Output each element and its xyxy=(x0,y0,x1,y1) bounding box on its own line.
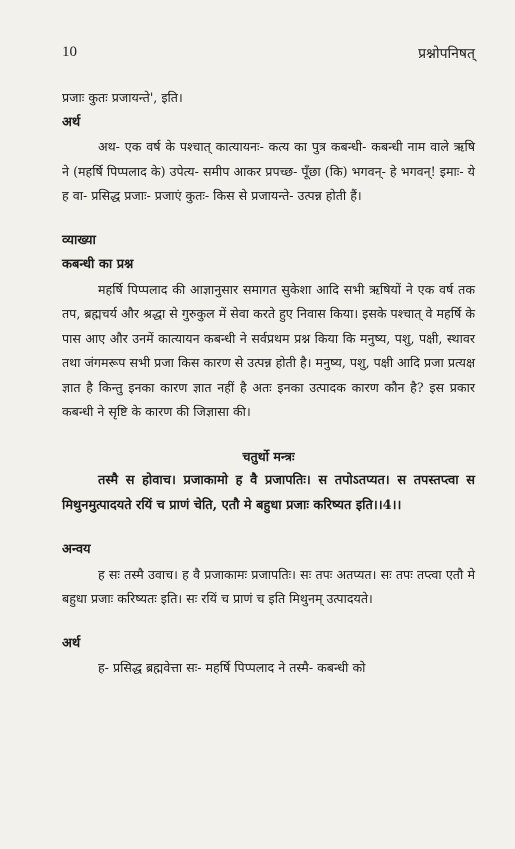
vyakhya-heading: व्याख्या xyxy=(62,232,96,248)
vyakhya-paragraph: महर्षि पिप्पलाद की आज्ञानुसार समागत सुकेशा आदि सभी ऋषियों ने एक वर्ष तक तप, ब्रह्मचर्य और श्रद्धा से गुरुकुल में सेवा करते हुए निवास किया। इसके पश्चात् वे महर्षि के पास आए और उनमें कात्यायन कबन्धी ने सर्वप्रथम प्रश्न किया कि मनुष्य, पशु, पक्षी, स्थावर तथा जंगमरूप सभी प्रजा किस कारण से उत्पन्न होती है। मनुष्य, पशु, पक्षी आदि प्रजा प्रत्यक्ष ज्ञात है किन्तु इनका कारण ज्ञात नहीं है अतः इनका उत्पादक कारण कौन है? इस प्रकार कबन्धी ने सृष्टि के कारण की जिज्ञासा की। xyxy=(62,281,475,419)
artha-paragraph: अथ- एक वर्ष के पश्चात् कात्यायनः- कत्य का पुत्र कबन्धी- कबन्धी नाम वाले ऋषि ने (महर्षि पिप्पलाद के) उपेत्य- समीप आकर प्रपच्छ- पूँछा (कि) भगवन्- हे भगवन्! इमाः- ये ह वा- प्रसिद्ध प्रजाः- प्रजाएं कुतः- किस से प्रजायन्ते- उत्पन्न होती हैं। xyxy=(62,139,475,203)
mantra-text: तस्मै स होवाच। प्रजाकामो ह वै प्रजापतिः। स तपोऽतप्यत। स तपस्तप्त्वा स मिथुनमुत्पादयते रयिं च प्राणं चेति, एतौ मे बहुधा प्रजाः करिष्यत इति।।4।। xyxy=(62,473,475,513)
artha2-heading: अर्थ xyxy=(62,635,81,651)
artha-heading: अर्थ xyxy=(62,114,81,130)
intro-line: प्रजाः कुतः प्रजायन्ते', इति। xyxy=(62,90,183,105)
running-head: प्रश्नोपनिषत् xyxy=(418,46,475,62)
spacer xyxy=(62,209,475,229)
page-content xyxy=(62,86,475,681)
spacer xyxy=(62,518,475,538)
page-number: 10 xyxy=(62,44,77,60)
spacer xyxy=(62,425,475,445)
anvaya-paragraph: ह सः तस्मै उवाच। ह वै प्रजाकामः प्रजापतिः। सः तपः अतप्यत। सः तपः तप्त्वा एतौ मे बहुधा प्रजाः करिष्यतः इति। सः रयिं च प्राणं च इति मिथुनम् उत्पादयते। xyxy=(62,566,475,606)
mantra-title: चतुर्थो मन्त्रः xyxy=(242,448,295,464)
anvaya-heading: अन्वय xyxy=(62,542,91,557)
artha2-paragraph: ह- प्रसिद्ध ब्रह्मवेत्ता सः- महर्षि पिप्पलाद ने तस्मै- कबन्धी को xyxy=(98,660,366,675)
spacer xyxy=(62,612,475,632)
kabandhi-subheading: कबन्धी का प्रश्न xyxy=(62,257,134,272)
